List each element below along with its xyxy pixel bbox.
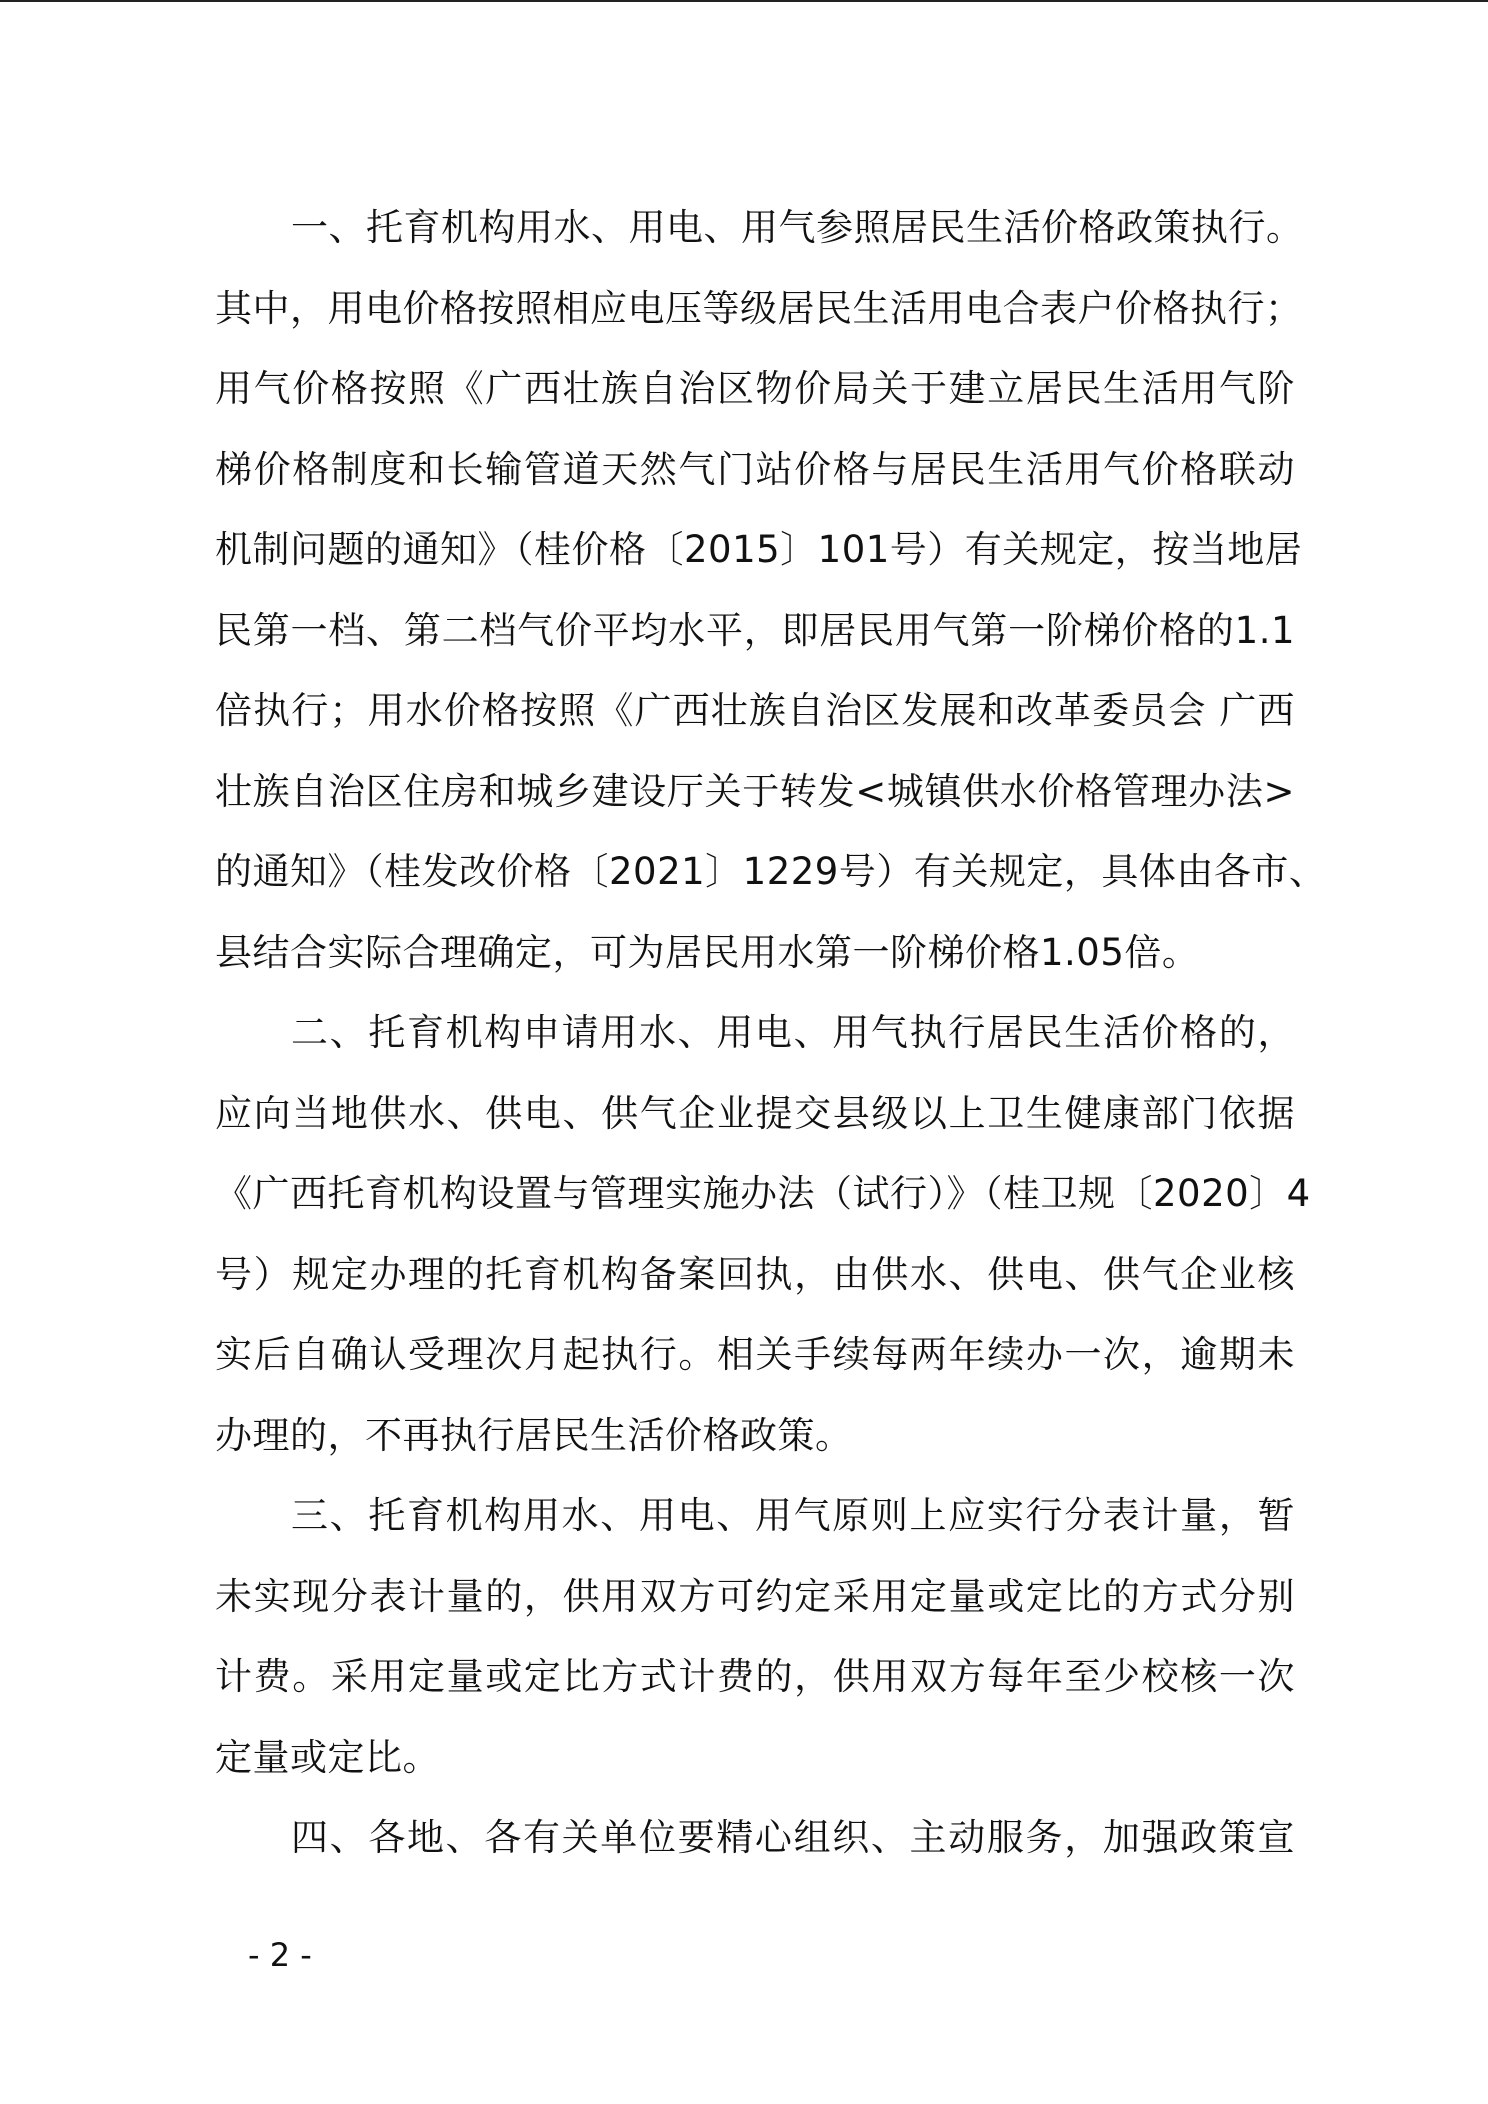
paragraph-line: 其中，用电价格按照相应电压等级居民生活用电合表户价格执行； [215,287,1303,330]
paragraph-line: 应向当地供水、供电、供气企业提交县级以上卫生健康部门依据 [215,1092,1295,1135]
paragraph-line: 县结合实际合理确定，可为居民用水第一阶梯价格1.05倍。 [215,931,1200,974]
paragraph-line: 的通知》（桂发改价格〔2021〕1229号）有关规定，具体由各市、 [215,850,1327,893]
paragraph-line: 四、各地、各有关单位要精心组织、主动服务，加强政策宣 [291,1816,1295,1859]
paragraph-line: 梯价格制度和长输管道天然气门站价格与居民生活用气价格联动 [215,448,1295,491]
paragraph-line: 办理的，不再执行居民生活价格政策。 [215,1414,853,1457]
paragraph-line: 未实现分表计量的，供用双方可约定采用定量或定比的方式分别 [215,1575,1295,1618]
paragraph-line: 一、托育机构用水、用电、用气参照居民生活价格政策执行。 [291,206,1304,249]
paragraph-line: 倍执行；用水价格按照《广西壮族自治区发展和改革委员会 广西 [215,689,1295,732]
page-top-border [0,0,1488,2]
paragraph-line: 号）规定办理的托育机构备案回执，由供水、供电、供气企业核 [215,1253,1295,1296]
page-number: - 2 - [248,1936,312,1974]
paragraph-line: 壮族自治区住房和城乡建设厅关于转发<城镇供水价格管理办法> [215,770,1295,813]
paragraph-line: 计费。采用定量或定比方式计费的，供用双方每年至少校核一次 [215,1655,1295,1698]
paragraph-line: 定量或定比。 [215,1736,440,1779]
paragraph-line: 二、托育机构申请用水、用电、用气执行居民生活价格的， [291,1011,1295,1054]
paragraph-line: 用气价格按照《广西壮族自治区物价局关于建立居民生活用气阶 [215,367,1295,410]
paragraph-line: 实后自确认受理次月起执行。相关手续每两年续办一次，逾期未 [215,1333,1295,1376]
paragraph-line: 民第一档、第二档气价平均水平，即居民用气第一阶梯价格的1.1 [215,609,1295,652]
paragraph-line: 《广西托育机构设置与管理实施办法（试行）》（桂卫规〔2020〕4 [215,1172,1311,1215]
paragraph-line: 三、托育机构用水、用电、用气原则上应实行分表计量，暂 [291,1494,1295,1537]
paragraph-line: 机制问题的通知》（桂价格〔2015〕101号）有关规定，按当地居 [215,528,1303,571]
